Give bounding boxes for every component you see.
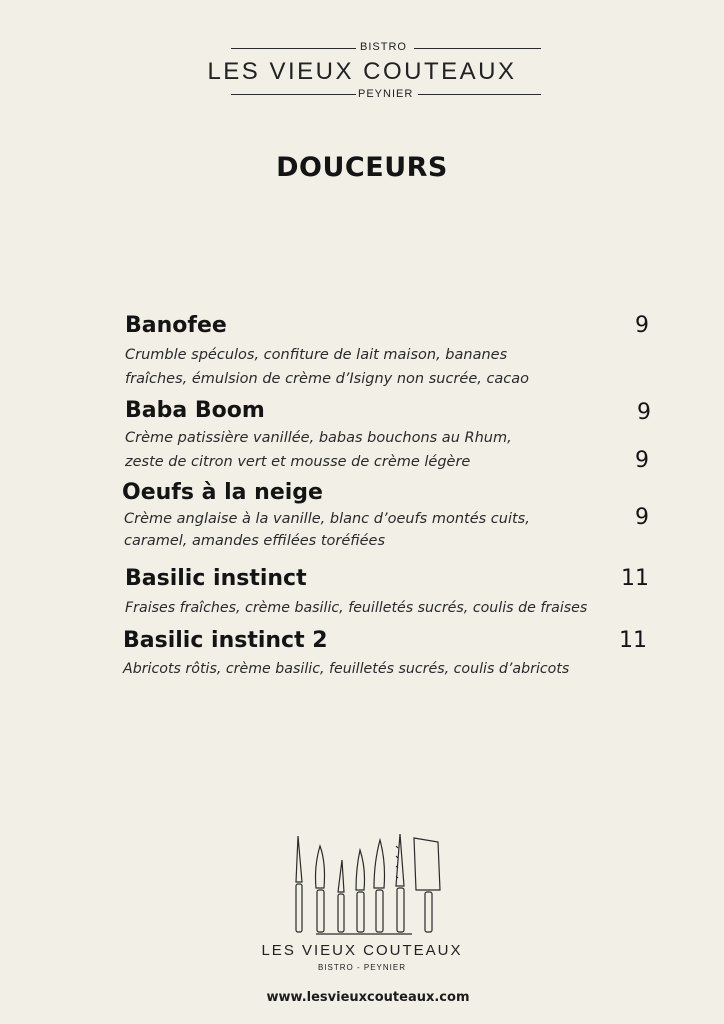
knife-handle-icon	[317, 890, 324, 932]
logo-line-right-bottom	[418, 94, 541, 95]
logo-peynier-word: PEYNIER	[358, 88, 414, 100]
item-price: 9	[637, 400, 651, 425]
item-price: 11	[621, 566, 649, 591]
logo-line-right	[414, 48, 541, 49]
header-logo	[0, 38, 724, 108]
knife-blade-icon	[374, 840, 385, 888]
item-name: Oeufs à la neige	[122, 480, 323, 505]
knife-handle-icon	[338, 894, 344, 932]
item-price-extra: 9	[635, 448, 649, 473]
item-price: 9	[635, 313, 649, 338]
knife-blade-icon	[356, 850, 365, 890]
item-desc-line: fraîches, émulsion de crème d’Isigny non sucrée, cacao	[125, 371, 530, 387]
knife-blade-icon	[316, 846, 325, 888]
cleaver-blade-icon	[414, 838, 440, 890]
knife-blade-icon	[296, 836, 302, 882]
knives-illustration-icon	[286, 832, 442, 940]
item-desc-line: Crème patissière vanillée, babas bouchons au Rhum,	[125, 430, 512, 446]
section-title: DOUCEURS	[276, 152, 448, 183]
logo-bistro-word: BISTRO	[360, 41, 407, 53]
item-desc-line: Fraises fraîches, crème basilic, feuilletés sucrés, coulis de fraises	[125, 600, 588, 616]
footer-logo-name: LES VIEUX COUTEAUX	[261, 942, 463, 959]
item-name: Basilic instinct	[125, 566, 307, 591]
knife-handle-icon	[376, 890, 383, 932]
item-desc-line: Crème anglaise à la vanille, blanc d’oeufs montés cuits,	[124, 511, 530, 527]
website-link[interactable]: www.lesvieuxcouteaux.com	[266, 990, 470, 1005]
logo-line-left	[231, 48, 356, 49]
knife-blade-icon	[338, 860, 344, 892]
knife-handle-icon	[357, 892, 364, 932]
item-desc-line: Crumble spéculos, confiture de lait maison, bananes	[125, 347, 508, 363]
knife-handle-icon	[397, 888, 404, 932]
knife-blade-icon	[396, 834, 404, 886]
logo-line-left-bottom	[231, 94, 356, 95]
knife-handle-icon	[296, 884, 302, 932]
item-desc-line: caramel, amandes effilées toréfiées	[124, 533, 386, 549]
item-name: Baba Boom	[125, 398, 265, 423]
item-price: 11	[619, 628, 647, 653]
item-name: Basilic instinct 2	[123, 628, 328, 653]
item-desc-line: Abricots rôtis, crème basilic, feuilletés sucrés, coulis d’abricots	[123, 661, 570, 677]
item-name: Banofee	[125, 313, 227, 338]
cleaver-handle-icon	[425, 892, 432, 932]
footer-logo-sub: BISTRO - PEYNIER	[317, 963, 406, 972]
item-price: 9	[635, 505, 649, 530]
item-desc-line: zeste de citron vert et mousse de crème légère	[125, 454, 471, 470]
logo-name: LES VIEUX COUTEAUX	[207, 58, 517, 85]
